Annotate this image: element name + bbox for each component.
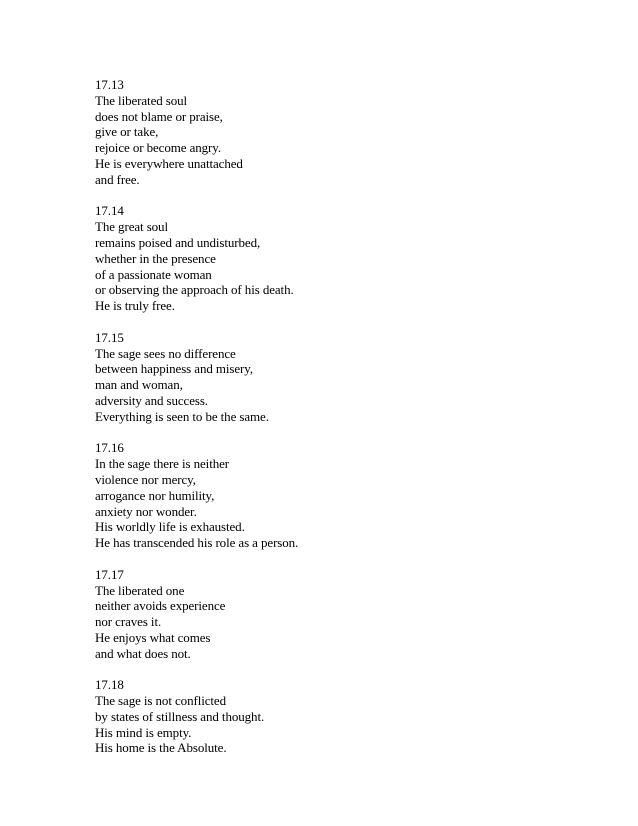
verse-line: The great soul (95, 219, 168, 235)
verse-line: nor craves it. (95, 614, 162, 630)
verse-17-15 (95, 330, 595, 425)
verse-number: 17.15 (95, 329, 124, 345)
verse-line: between happiness and misery, (95, 361, 253, 377)
verse-line: whether in the presence (95, 250, 216, 266)
verse-17-16 (95, 440, 595, 551)
verse-line: He enjoys what comes (95, 629, 211, 645)
verse-line: His home is the Absolute. (95, 740, 227, 756)
verse-line: and what does not. (95, 645, 191, 661)
verse-line: In the sage there is neither (95, 456, 230, 472)
verse-line: The liberated one (95, 582, 185, 598)
verse-17-17 (95, 567, 595, 662)
verse-line: His mind is empty. (95, 724, 192, 740)
verse-number: 17.18 (95, 677, 124, 693)
verse-line: remains poised and undisturbed, (95, 234, 261, 250)
verse-line: by states of stillness and thought. (95, 708, 265, 724)
verse-line: The sage sees no difference (95, 345, 236, 361)
verse-number: 17.13 (95, 77, 124, 92)
verse-line: violence nor mercy, (95, 471, 196, 487)
verse-line: The sage is not conflicted (95, 693, 226, 709)
verse-line: The liberated soul (95, 92, 188, 108)
verse-line: and free. (95, 171, 140, 187)
verse-17-14 (95, 203, 595, 314)
verse-line: He is everywhere unattached (95, 155, 243, 171)
verse-line: arrogance nor humility, (95, 487, 215, 503)
verse-line: anxiety nor wonder. (95, 503, 197, 519)
verse-line: rejoice or become angry. (95, 140, 221, 156)
verse-line: Everything is seen to be the same. (95, 408, 269, 424)
verse-17-13 (95, 77, 595, 188)
verse-number: 17.17 (95, 566, 124, 582)
document-page (95, 77, 595, 772)
verse-line: or observing the approach of his death. (95, 282, 294, 298)
verse-line: His worldly life is exhausted. (95, 519, 245, 535)
verse-line: does not blame or praise, (95, 108, 223, 124)
verse-line: give or take, (95, 124, 159, 140)
verse-line: He has transcended his role as a person. (95, 535, 299, 551)
verse-line: adversity and success. (95, 392, 208, 408)
verse-line: He is truly free. (95, 298, 175, 314)
verse-line: neither avoids experience (95, 598, 226, 614)
verse-number: 17.16 (95, 440, 124, 456)
verse-line: man and woman, (95, 377, 183, 393)
verse-line: of a passionate woman (95, 266, 212, 282)
verse-number: 17.14 (95, 203, 124, 219)
verse-17-18 (95, 677, 595, 756)
